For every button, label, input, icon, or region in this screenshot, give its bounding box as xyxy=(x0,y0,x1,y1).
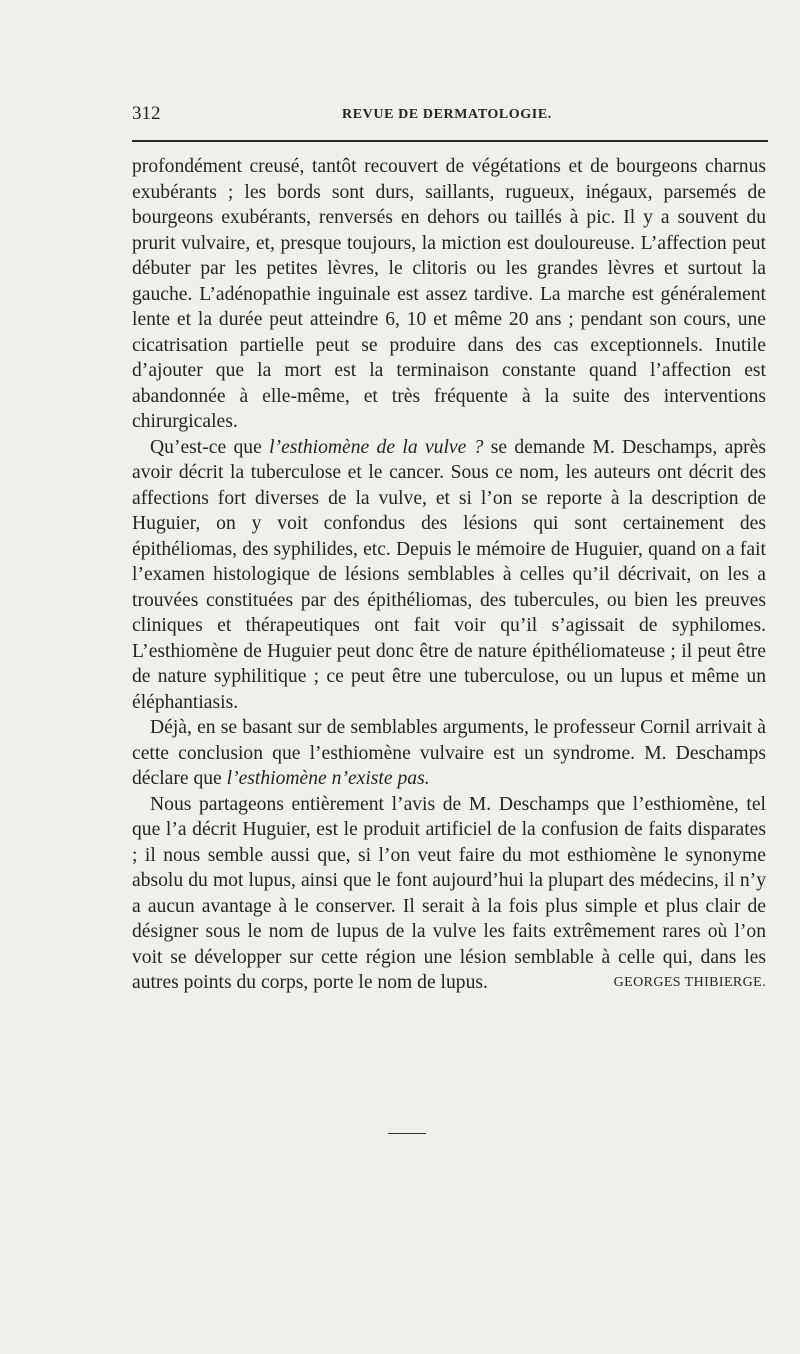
italic-term: l’esthiomène n’existe pas. xyxy=(226,768,430,789)
page-header xyxy=(132,103,768,129)
article-body xyxy=(132,154,766,996)
author-signature: GEORGES THIBIERGE. xyxy=(613,975,766,990)
paragraph-text: Déjà, en se basant sur de semblables arguments, le professeur Cornil arrivait à cette conclusion que l’esthiomène vulvaire est un syndrome. M. Deschamps déclare que xyxy=(132,717,766,789)
paragraph-2 xyxy=(132,435,766,716)
page-number: 312 xyxy=(132,103,161,124)
paragraph-text: Nous partageons entièrement l’avis de M. Deschamps que l’esthiomène, tel que l’a décrit Huguier, est le produit artificiel de la confusion de faits disparates ; il nous semble aussi que, si l’on veut faire du mot esthiomène le synonyme absolu du mot lupus, ainsi que le font aujourd’hui la plupart des médecins, il n’y a aucun avantage à le conserver. Il serait à la fois plus simple et plus clair de désigner sous le nom de lupus de la vulve les faits extrêmement rares où l’on voit se développer sur cette région une lésion semblable à celle qui, dans les autres points du corps, porte le nom de lupus. xyxy=(132,793,766,993)
end-rule xyxy=(388,1133,426,1134)
paragraph-text: Qu’est-ce que xyxy=(150,436,270,458)
paragraph-text: profondément creusé, tantôt recouvert de végétations et de bourgeons charnus exubérants ; les bords sont durs, saillants, rugueux, inégaux, parsemés de bourgeons exubérants, renversés en dehors ou taillés à pic. Il y a souvent du prurit vulvaire, et, presque toujours, la miction est douloureuse. L’affection peut débuter par les petites lèvres, le clitoris ou les grandes lèvres et surtout la gauche. L’adénopathie inguinale est assez tardive. La marche est généralement lente et la durée peut atteindre 6, 10 et même 20 ans ; pendant son cours, une cicatrisation partielle peut se produire dans des cas exceptionnels. Inutile d’ajouter que la mort est la terminaison constante quand l’affection est abandonnée à elle-même, et très fréquente à la suite des interventions chirurgicales. xyxy=(132,156,766,432)
paragraph-text: se demande M. Deschamps, après avoir décrit la tuberculose et le cancer. Sous ce nom, les auteurs ont décrit des affections fort diverses de la vulve, et si l’on se reporte à la description de Huguier, on y voit confondus des lésions qui sont certainement des épithéliomas, des syphilides, etc. Depuis le mémoire de Huguier, quand on a fait l’examen histologique de lésions semblables à celles qu’il décrivait, on les a trouvées constituées par des épithéliomas, des tubercules, ou bien les preuves cliniques et thérapeutiques ont fait voir qu’il s’agissait de syphilomes. L’esthiomène de Huguier peut donc être de nature épithéliomateuse ; il peut être de nature syphilitique ; ce peut être une tuberculose, ou un lupus et même un éléphantiasis. xyxy=(132,436,766,713)
italic-term: l’esthiomène de la vulve ? xyxy=(269,436,484,458)
paragraph-4 xyxy=(132,792,766,996)
paragraph-1 xyxy=(132,154,766,435)
paragraph-3 xyxy=(132,715,766,792)
header-rule xyxy=(132,140,768,142)
running-title: REVUE DE DERMATOLOGIE. xyxy=(342,107,552,122)
